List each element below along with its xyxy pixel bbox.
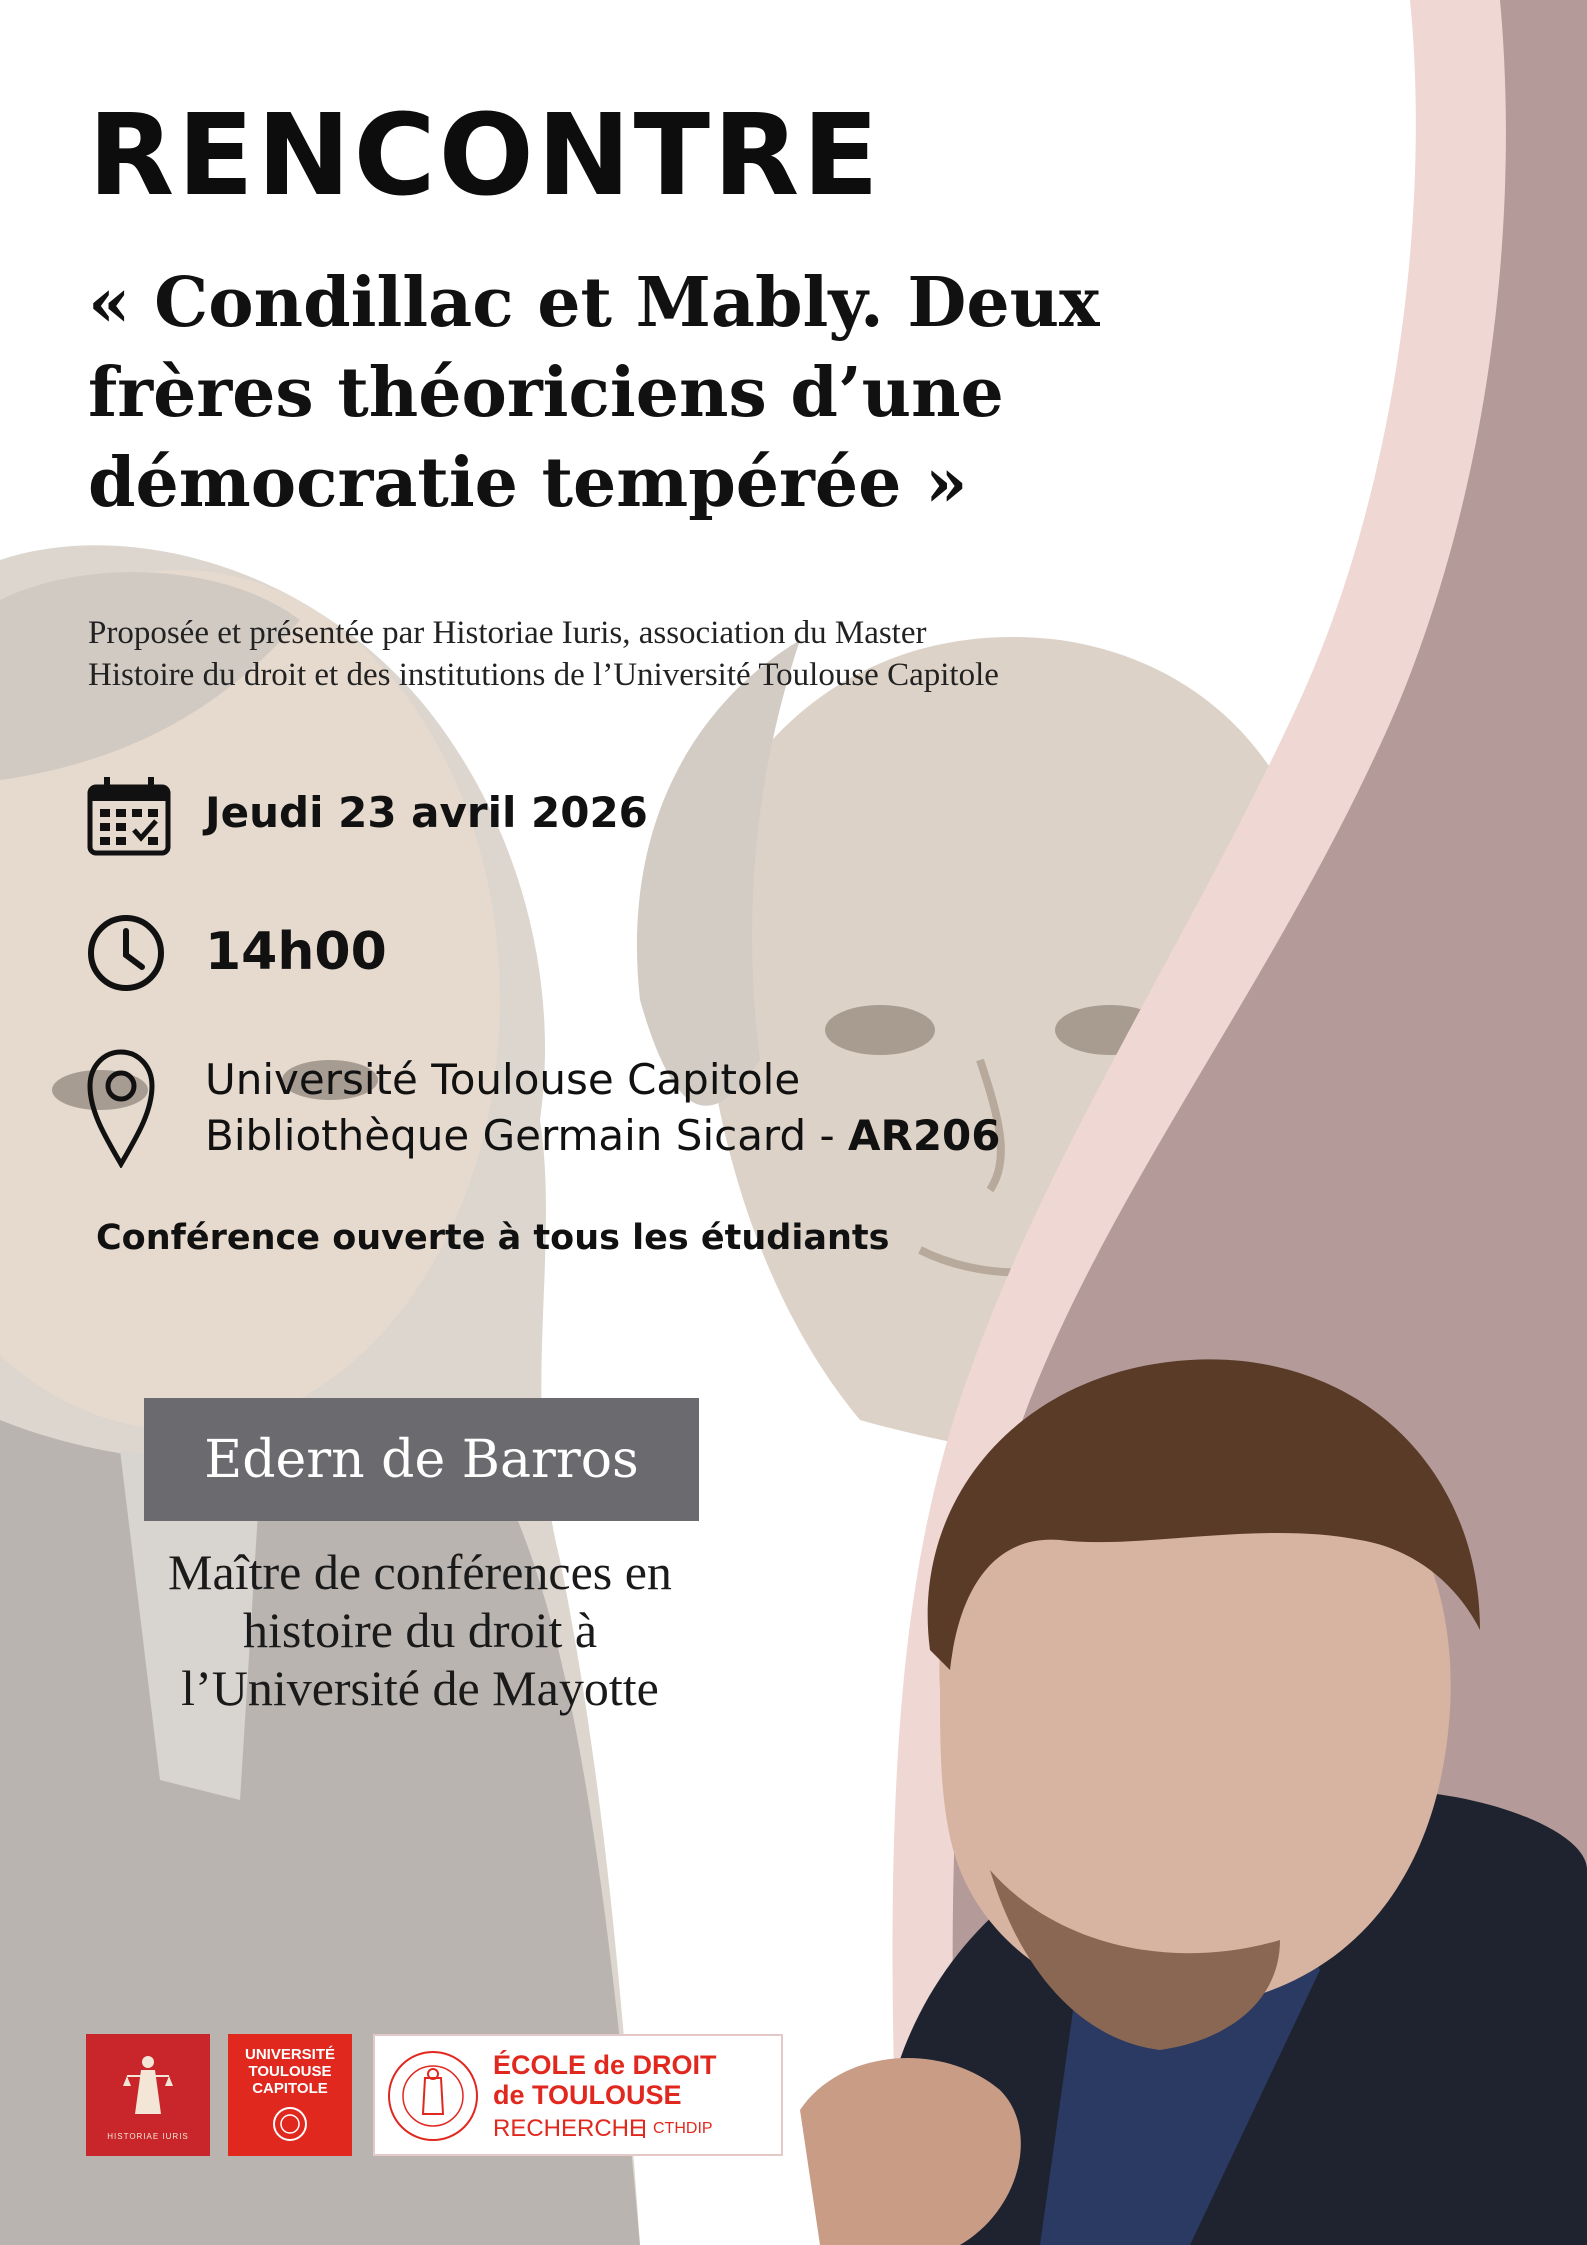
- calendar-icon: [86, 775, 172, 857]
- edt-tag: CTHDIP: [643, 2120, 713, 2138]
- edt-line1: ÉCOLE de DROIT: [493, 2050, 717, 2080]
- conference-title: [88, 258, 1288, 528]
- place-line-university: Université Toulouse Capitole: [205, 1055, 801, 1104]
- event-type-title: RENCONTRE: [88, 91, 882, 221]
- event-date: Jeudi 23 avril 2026: [205, 788, 648, 837]
- conference-title-line: démocratie tempérée »: [88, 443, 968, 523]
- speaker-photo: [760, 1350, 1587, 2245]
- place-line-library-text: Bibliothèque Germain Sicard -: [205, 1111, 848, 1160]
- ut-line3: CAPITOLE: [252, 2080, 328, 2097]
- seal-icon: [272, 2106, 308, 2142]
- location-pin-icon: [86, 1048, 156, 1168]
- speaker-role-line: Maître de conférences en: [168, 1544, 672, 1600]
- justice-figure-icon: [123, 2052, 173, 2122]
- organizer-note-line: Proposée et présentée par Historiae Iuris, association du Master: [88, 615, 927, 651]
- organizer-note: [88, 612, 1288, 696]
- organizer-note-line: Histoire du droit et des institutions de l’Université Toulouse Capitole: [88, 657, 999, 693]
- speaker-role-line: histoire du droit à: [242, 1602, 598, 1658]
- event-place: [205, 1052, 1001, 1164]
- clock-icon: [86, 913, 166, 993]
- historiae-caption: HISTORIAE IURIS: [107, 2132, 189, 2141]
- room-number: AR206: [847, 1111, 1001, 1160]
- place-line-library: [205, 1108, 1001, 1164]
- conference-title-line: « Condillac et Mably. Deux: [88, 263, 1100, 343]
- speaker-name-box: [144, 1398, 699, 1521]
- ecole-droit-toulouse-logo: [373, 2034, 783, 2156]
- edt-line2: de TOULOUSE: [493, 2080, 682, 2110]
- universite-toulouse-capitole-logo: [228, 2034, 352, 2156]
- speaker-role: [90, 1543, 750, 1717]
- event-time: 14h00: [205, 922, 387, 982]
- conference-title-line: frères théoriciens d’une: [88, 353, 1004, 433]
- ut-line1: UNIVERSITÉ: [244, 2046, 335, 2063]
- ut-line2: TOULOUSE: [248, 2063, 332, 2080]
- speaker-name: Edern de Barros: [204, 1429, 639, 1490]
- edt-line3: RECHERCHE: [493, 2115, 646, 2142]
- historiae-iuris-logo: [86, 2034, 210, 2156]
- speaker-role-line: l’Université de Mayotte: [181, 1660, 659, 1716]
- open-notice: Conférence ouverte à tous les étudiants: [96, 1218, 890, 1258]
- edt-seal-icon: [385, 2048, 481, 2144]
